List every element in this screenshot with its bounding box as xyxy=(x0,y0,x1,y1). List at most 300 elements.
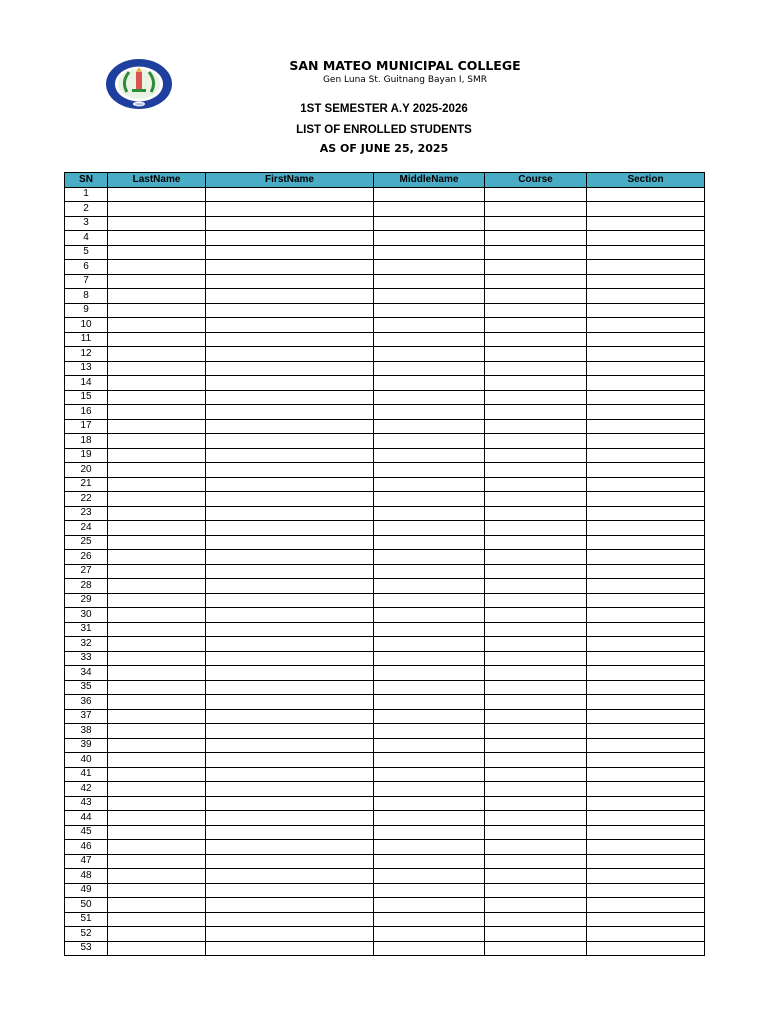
section-cell[interactable] xyxy=(587,419,705,434)
lastname-cell[interactable] xyxy=(108,738,206,753)
course-cell[interactable] xyxy=(485,883,587,898)
middlename-cell[interactable] xyxy=(374,492,485,507)
firstname-cell[interactable] xyxy=(206,463,374,478)
middlename-cell[interactable] xyxy=(374,811,485,826)
middlename-cell[interactable] xyxy=(374,796,485,811)
section-cell[interactable] xyxy=(587,695,705,710)
firstname-cell[interactable] xyxy=(206,521,374,536)
course-cell[interactable] xyxy=(485,318,587,333)
course-cell[interactable] xyxy=(485,434,587,449)
course-cell[interactable] xyxy=(485,695,587,710)
middlename-cell[interactable] xyxy=(374,912,485,927)
lastname-cell[interactable] xyxy=(108,303,206,318)
section-cell[interactable] xyxy=(587,898,705,913)
course-cell[interactable] xyxy=(485,390,587,405)
middlename-cell[interactable] xyxy=(374,666,485,681)
section-cell[interactable] xyxy=(587,608,705,623)
lastname-cell[interactable] xyxy=(108,361,206,376)
firstname-cell[interactable] xyxy=(206,680,374,695)
course-cell[interactable] xyxy=(485,521,587,536)
middlename-cell[interactable] xyxy=(374,695,485,710)
middlename-cell[interactable] xyxy=(374,869,485,884)
lastname-cell[interactable] xyxy=(108,579,206,594)
table-row xyxy=(65,738,705,753)
course-cell[interactable] xyxy=(485,796,587,811)
lastname-cell[interactable] xyxy=(108,187,206,202)
firstname-cell[interactable] xyxy=(206,767,374,782)
lastname-cell[interactable] xyxy=(108,332,206,347)
sn-cell: 8 xyxy=(65,289,108,304)
middlename-cell[interactable] xyxy=(374,405,485,420)
sn-cell: 18 xyxy=(65,434,108,449)
middlename-cell[interactable] xyxy=(374,202,485,217)
firstname-cell[interactable] xyxy=(206,506,374,521)
course-cell[interactable] xyxy=(485,332,587,347)
firstname-cell[interactable] xyxy=(206,274,374,289)
lastname-cell[interactable] xyxy=(108,434,206,449)
lastname-cell[interactable] xyxy=(108,245,206,260)
course-cell[interactable] xyxy=(485,448,587,463)
lastname-cell[interactable] xyxy=(108,231,206,246)
firstname-cell[interactable] xyxy=(206,738,374,753)
course-cell[interactable] xyxy=(485,854,587,869)
course-cell[interactable] xyxy=(485,912,587,927)
lastname-cell[interactable] xyxy=(108,695,206,710)
middlename-cell[interactable] xyxy=(374,216,485,231)
course-cell[interactable] xyxy=(485,767,587,782)
lastname-cell[interactable] xyxy=(108,637,206,652)
table-row xyxy=(65,782,705,797)
middlename-cell[interactable] xyxy=(374,506,485,521)
middlename-cell[interactable] xyxy=(374,463,485,478)
middlename-cell[interactable] xyxy=(374,608,485,623)
firstname-cell[interactable] xyxy=(206,637,374,652)
middlename-cell[interactable] xyxy=(374,854,485,869)
firstname-cell[interactable] xyxy=(206,216,374,231)
section-cell[interactable] xyxy=(587,593,705,608)
middlename-cell[interactable] xyxy=(374,361,485,376)
lastname-cell[interactable] xyxy=(108,854,206,869)
middlename-cell[interactable] xyxy=(374,390,485,405)
course-cell[interactable] xyxy=(485,289,587,304)
section-cell[interactable] xyxy=(587,376,705,391)
lastname-cell[interactable] xyxy=(108,216,206,231)
section-cell[interactable] xyxy=(587,521,705,536)
column-header-lastname: LastName xyxy=(108,173,206,188)
course-cell[interactable] xyxy=(485,811,587,826)
middlename-cell[interactable] xyxy=(374,680,485,695)
sn-cell: 7 xyxy=(65,274,108,289)
middlename-cell[interactable] xyxy=(374,898,485,913)
course-cell[interactable] xyxy=(485,666,587,681)
course-cell[interactable] xyxy=(485,593,587,608)
firstname-cell[interactable] xyxy=(206,303,374,318)
firstname-cell[interactable] xyxy=(206,390,374,405)
table-row xyxy=(65,825,705,840)
middlename-cell[interactable] xyxy=(374,245,485,260)
lastname-cell[interactable] xyxy=(108,202,206,217)
sn-cell: 23 xyxy=(65,506,108,521)
section-cell[interactable] xyxy=(587,434,705,449)
lastname-cell[interactable] xyxy=(108,840,206,855)
middlename-cell[interactable] xyxy=(374,840,485,855)
table-row xyxy=(65,753,705,768)
sn-cell: 41 xyxy=(65,767,108,782)
section-cell[interactable] xyxy=(587,753,705,768)
middlename-cell[interactable] xyxy=(374,753,485,768)
table-row xyxy=(65,390,705,405)
sn-cell: 29 xyxy=(65,593,108,608)
firstname-cell[interactable] xyxy=(206,448,374,463)
firstname-cell[interactable] xyxy=(206,651,374,666)
section-cell[interactable] xyxy=(587,767,705,782)
section-cell[interactable] xyxy=(587,738,705,753)
middlename-cell[interactable] xyxy=(374,941,485,956)
section-cell[interactable] xyxy=(587,347,705,362)
section-cell[interactable] xyxy=(587,231,705,246)
course-cell[interactable] xyxy=(485,927,587,942)
lastname-cell[interactable] xyxy=(108,811,206,826)
middlename-cell[interactable] xyxy=(374,651,485,666)
section-cell[interactable] xyxy=(587,782,705,797)
course-cell[interactable] xyxy=(485,564,587,579)
middlename-cell[interactable] xyxy=(374,260,485,275)
table-row xyxy=(65,579,705,594)
lastname-cell[interactable] xyxy=(108,651,206,666)
lastname-cell[interactable] xyxy=(108,492,206,507)
section-cell[interactable] xyxy=(587,274,705,289)
course-cell[interactable] xyxy=(485,724,587,739)
course-cell[interactable] xyxy=(485,245,587,260)
firstname-cell[interactable] xyxy=(206,593,374,608)
section-cell[interactable] xyxy=(587,318,705,333)
middlename-cell[interactable] xyxy=(374,564,485,579)
course-cell[interactable] xyxy=(485,941,587,956)
table-row xyxy=(65,477,705,492)
middlename-cell[interactable] xyxy=(374,347,485,362)
lastname-cell[interactable] xyxy=(108,419,206,434)
firstname-cell[interactable] xyxy=(206,811,374,826)
section-cell[interactable] xyxy=(587,202,705,217)
course-cell[interactable] xyxy=(485,550,587,565)
firstname-cell[interactable] xyxy=(206,825,374,840)
course-cell[interactable] xyxy=(485,579,587,594)
section-cell[interactable] xyxy=(587,637,705,652)
section-cell[interactable] xyxy=(587,492,705,507)
firstname-cell[interactable] xyxy=(206,898,374,913)
section-cell[interactable] xyxy=(587,840,705,855)
course-cell[interactable] xyxy=(485,608,587,623)
lastname-cell[interactable] xyxy=(108,448,206,463)
course-cell[interactable] xyxy=(485,405,587,420)
course-cell[interactable] xyxy=(485,231,587,246)
section-cell[interactable] xyxy=(587,796,705,811)
course-cell[interactable] xyxy=(485,216,587,231)
middlename-cell[interactable] xyxy=(374,303,485,318)
table-row xyxy=(65,651,705,666)
table-row xyxy=(65,376,705,391)
lastname-cell[interactable] xyxy=(108,521,206,536)
firstname-cell[interactable] xyxy=(206,535,374,550)
sn-cell: 38 xyxy=(65,724,108,739)
course-cell[interactable] xyxy=(485,738,587,753)
lastname-cell[interactable] xyxy=(108,405,206,420)
course-cell[interactable] xyxy=(485,637,587,652)
middlename-cell[interactable] xyxy=(374,550,485,565)
section-cell[interactable] xyxy=(587,825,705,840)
middlename-cell[interactable] xyxy=(374,767,485,782)
lastname-cell[interactable] xyxy=(108,753,206,768)
section-cell[interactable] xyxy=(587,811,705,826)
firstname-cell[interactable] xyxy=(206,666,374,681)
firstname-cell[interactable] xyxy=(206,477,374,492)
firstname-cell[interactable] xyxy=(206,709,374,724)
firstname-cell[interactable] xyxy=(206,187,374,202)
middlename-cell[interactable] xyxy=(374,274,485,289)
lastname-cell[interactable] xyxy=(108,274,206,289)
firstname-cell[interactable] xyxy=(206,883,374,898)
course-cell[interactable] xyxy=(485,825,587,840)
firstname-cell[interactable] xyxy=(206,927,374,942)
course-cell[interactable] xyxy=(485,898,587,913)
middlename-cell[interactable] xyxy=(374,187,485,202)
course-cell[interactable] xyxy=(485,622,587,637)
table-row xyxy=(65,695,705,710)
section-cell[interactable] xyxy=(587,405,705,420)
middlename-cell[interactable] xyxy=(374,724,485,739)
course-cell[interactable] xyxy=(485,651,587,666)
middlename-cell[interactable] xyxy=(374,434,485,449)
firstname-cell[interactable] xyxy=(206,376,374,391)
college-seal-icon xyxy=(105,58,173,110)
section-cell[interactable] xyxy=(587,332,705,347)
lastname-cell[interactable] xyxy=(108,260,206,275)
middlename-cell[interactable] xyxy=(374,825,485,840)
course-cell[interactable] xyxy=(485,376,587,391)
section-cell[interactable] xyxy=(587,477,705,492)
course-cell[interactable] xyxy=(485,463,587,478)
course-cell[interactable] xyxy=(485,506,587,521)
section-cell[interactable] xyxy=(587,506,705,521)
course-cell[interactable] xyxy=(485,535,587,550)
lastname-cell[interactable] xyxy=(108,883,206,898)
firstname-cell[interactable] xyxy=(206,782,374,797)
section-cell[interactable] xyxy=(587,260,705,275)
table-row xyxy=(65,231,705,246)
section-cell[interactable] xyxy=(587,361,705,376)
section-cell[interactable] xyxy=(587,289,705,304)
section-cell[interactable] xyxy=(587,680,705,695)
course-cell[interactable] xyxy=(485,680,587,695)
course-cell[interactable] xyxy=(485,869,587,884)
firstname-cell[interactable] xyxy=(206,347,374,362)
lastname-cell[interactable] xyxy=(108,825,206,840)
firstname-cell[interactable] xyxy=(206,724,374,739)
section-cell[interactable] xyxy=(587,390,705,405)
lastname-cell[interactable] xyxy=(108,535,206,550)
firstname-cell[interactable] xyxy=(206,289,374,304)
sn-cell: 36 xyxy=(65,695,108,710)
firstname-cell[interactable] xyxy=(206,405,374,420)
course-cell[interactable] xyxy=(485,477,587,492)
section-cell[interactable] xyxy=(587,651,705,666)
section-cell[interactable] xyxy=(587,869,705,884)
firstname-cell[interactable] xyxy=(206,318,374,333)
section-cell[interactable] xyxy=(587,912,705,927)
table-row xyxy=(65,622,705,637)
firstname-cell[interactable] xyxy=(206,550,374,565)
middlename-cell[interactable] xyxy=(374,477,485,492)
section-cell[interactable] xyxy=(587,216,705,231)
middlename-cell[interactable] xyxy=(374,593,485,608)
section-cell[interactable] xyxy=(587,579,705,594)
firstname-cell[interactable] xyxy=(206,245,374,260)
sn-cell: 17 xyxy=(65,419,108,434)
firstname-cell[interactable] xyxy=(206,840,374,855)
lastname-cell[interactable] xyxy=(108,376,206,391)
firstname-cell[interactable] xyxy=(206,434,374,449)
firstname-cell[interactable] xyxy=(206,231,374,246)
course-cell[interactable] xyxy=(485,709,587,724)
middlename-cell[interactable] xyxy=(374,318,485,333)
lastname-cell[interactable] xyxy=(108,680,206,695)
section-cell[interactable] xyxy=(587,724,705,739)
middlename-cell[interactable] xyxy=(374,637,485,652)
middlename-cell[interactable] xyxy=(374,376,485,391)
lastname-cell[interactable] xyxy=(108,506,206,521)
table-row xyxy=(65,666,705,681)
section-cell[interactable] xyxy=(587,245,705,260)
lastname-cell[interactable] xyxy=(108,709,206,724)
middlename-cell[interactable] xyxy=(374,448,485,463)
firstname-cell[interactable] xyxy=(206,419,374,434)
firstname-cell[interactable] xyxy=(206,260,374,275)
middlename-cell[interactable] xyxy=(374,419,485,434)
sn-cell: 16 xyxy=(65,405,108,420)
firstname-cell[interactable] xyxy=(206,579,374,594)
section-cell[interactable] xyxy=(587,622,705,637)
section-cell[interactable] xyxy=(587,666,705,681)
section-cell[interactable] xyxy=(587,463,705,478)
middlename-cell[interactable] xyxy=(374,782,485,797)
lastname-cell[interactable] xyxy=(108,796,206,811)
middlename-cell[interactable] xyxy=(374,579,485,594)
firstname-cell[interactable] xyxy=(206,564,374,579)
section-cell[interactable] xyxy=(587,883,705,898)
section-cell[interactable] xyxy=(587,550,705,565)
course-cell[interactable] xyxy=(485,303,587,318)
lastname-cell[interactable] xyxy=(108,941,206,956)
firstname-cell[interactable] xyxy=(206,622,374,637)
middlename-cell[interactable] xyxy=(374,622,485,637)
middlename-cell[interactable] xyxy=(374,231,485,246)
lastname-cell[interactable] xyxy=(108,724,206,739)
sn-cell: 6 xyxy=(65,260,108,275)
lastname-cell[interactable] xyxy=(108,898,206,913)
lastname-cell[interactable] xyxy=(108,463,206,478)
table-row xyxy=(65,608,705,623)
firstname-cell[interactable] xyxy=(206,332,374,347)
sn-cell: 28 xyxy=(65,579,108,594)
table-row xyxy=(65,260,705,275)
lastname-cell[interactable] xyxy=(108,564,206,579)
firstname-cell[interactable] xyxy=(206,796,374,811)
table-header-row xyxy=(65,173,705,188)
section-cell[interactable] xyxy=(587,187,705,202)
lastname-cell[interactable] xyxy=(108,318,206,333)
lastname-cell[interactable] xyxy=(108,927,206,942)
section-cell[interactable] xyxy=(587,941,705,956)
lastname-cell[interactable] xyxy=(108,289,206,304)
middlename-cell[interactable] xyxy=(374,709,485,724)
table-body xyxy=(65,187,705,956)
course-cell[interactable] xyxy=(485,492,587,507)
section-cell[interactable] xyxy=(587,303,705,318)
section-cell[interactable] xyxy=(587,854,705,869)
lastname-cell[interactable] xyxy=(108,622,206,637)
lastname-cell[interactable] xyxy=(108,608,206,623)
section-cell[interactable] xyxy=(587,535,705,550)
firstname-cell[interactable] xyxy=(206,695,374,710)
section-cell[interactable] xyxy=(587,927,705,942)
section-cell[interactable] xyxy=(587,564,705,579)
lastname-cell[interactable] xyxy=(108,666,206,681)
firstname-cell[interactable] xyxy=(206,361,374,376)
lastname-cell[interactable] xyxy=(108,390,206,405)
lastname-cell[interactable] xyxy=(108,767,206,782)
course-cell[interactable] xyxy=(485,361,587,376)
firstname-cell[interactable] xyxy=(206,869,374,884)
middlename-cell[interactable] xyxy=(374,738,485,753)
firstname-cell[interactable] xyxy=(206,854,374,869)
firstname-cell[interactable] xyxy=(206,608,374,623)
course-cell[interactable] xyxy=(485,782,587,797)
middlename-cell[interactable] xyxy=(374,332,485,347)
course-cell[interactable] xyxy=(485,347,587,362)
lastname-cell[interactable] xyxy=(108,550,206,565)
middlename-cell[interactable] xyxy=(374,883,485,898)
column-header-section: Section xyxy=(587,173,705,188)
course-cell[interactable] xyxy=(485,187,587,202)
course-cell[interactable] xyxy=(485,753,587,768)
table-row xyxy=(65,927,705,942)
middlename-cell[interactable] xyxy=(374,289,485,304)
table-row xyxy=(65,303,705,318)
middlename-cell[interactable] xyxy=(374,535,485,550)
course-cell[interactable] xyxy=(485,274,587,289)
firstname-cell[interactable] xyxy=(206,492,374,507)
middlename-cell[interactable] xyxy=(374,927,485,942)
course-cell[interactable] xyxy=(485,260,587,275)
lastname-cell[interactable] xyxy=(108,869,206,884)
course-cell[interactable] xyxy=(485,202,587,217)
firstname-cell[interactable] xyxy=(206,941,374,956)
firstname-cell[interactable] xyxy=(206,202,374,217)
section-cell[interactable] xyxy=(587,448,705,463)
lastname-cell[interactable] xyxy=(108,912,206,927)
lastname-cell[interactable] xyxy=(108,782,206,797)
firstname-cell[interactable] xyxy=(206,912,374,927)
firstname-cell[interactable] xyxy=(206,753,374,768)
course-cell[interactable] xyxy=(485,419,587,434)
section-cell[interactable] xyxy=(587,709,705,724)
lastname-cell[interactable] xyxy=(108,347,206,362)
lastname-cell[interactable] xyxy=(108,593,206,608)
course-cell[interactable] xyxy=(485,840,587,855)
lastname-cell[interactable] xyxy=(108,477,206,492)
sn-cell: 31 xyxy=(65,622,108,637)
middlename-cell[interactable] xyxy=(374,521,485,536)
